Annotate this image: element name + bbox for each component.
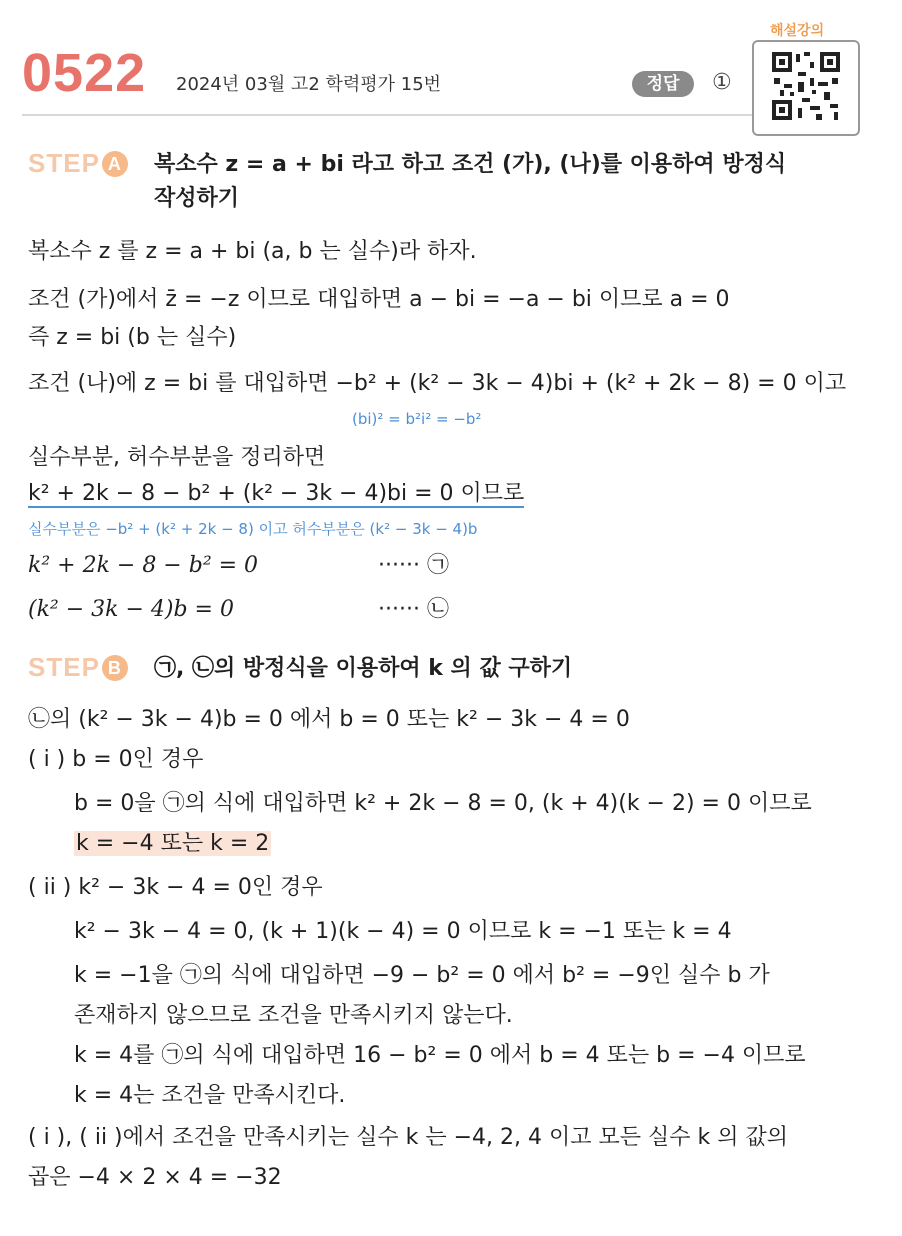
solution-line: 복소수 z 를 z = a + bi (a, b 는 실수)라 하자. (28, 239, 477, 264)
step-a-letter: A (102, 151, 128, 177)
solution-line: 존재하지 않으므로 조건을 만족시키지 않는다. (74, 1003, 513, 1028)
conclusion-line: 곱은 −4 × 2 × 4 = −32 (28, 1165, 282, 1190)
step-a-badge (28, 148, 128, 179)
problem-number: 0522 (22, 43, 147, 103)
qr-label: 해설강의 (770, 23, 825, 39)
solution-line: b = 0을 ㉠의 식에 대입하면 k² + 2k − 8 = 0, (k + 4)(k − 2) = 0 이므로 (74, 791, 812, 816)
case-2-heading: ( ii ) k² − 3k − 4 = 0인 경우 (28, 875, 323, 900)
problem-source: 2024년 03월 고2 학력평가 15번 (176, 74, 442, 95)
parts-note: 실수부분은 −b² + (k² + 2k − 8) 이고 허수부분은 (k² − 3k − 4)b (28, 520, 478, 538)
answer-value: ① (712, 70, 732, 95)
step-b-badge (28, 652, 128, 683)
underlined-equation: k² + 2k − 8 − b² + (k² − 3k − 4)bi = 0 이므로 (28, 481, 525, 506)
equation-1: k² + 2k − 8 − b² = 0 (28, 553, 259, 578)
solution-line: k = 4를 ㉠의 식에 대입하면 16 − b² = 0 에서 b = 4 또는 b = −4 이므로 (74, 1043, 806, 1068)
answer-badge: 정답 (632, 71, 694, 97)
qr-code-icon[interactable] (752, 40, 860, 136)
solution-line: 즉 z = bi (b 는 실수) (28, 325, 237, 350)
equation-2-tag: ······ ㉡ (378, 597, 449, 622)
highlighted-result: k = −4 또는 k = 2 (76, 831, 270, 856)
solution-line: 조건 (나)에 z = bi 를 대입하면 −b² + (k² − 3k − 4)bi + (k² + 2k − 8) = 0 이고 (28, 371, 847, 396)
bi-squared-note: (bi)² = b²i² = −b² (352, 410, 482, 428)
solution-line: k = 4는 조건을 만족시킨다. (74, 1083, 346, 1108)
step-a-badge-text: STEP (28, 148, 100, 178)
case-1-heading: ( i ) b = 0인 경우 (28, 747, 204, 772)
solution-line (28, 480, 524, 508)
solution-line: ㉡의 (k² − 3k − 4)b = 0 에서 b = 0 또는 k² − 3k − 4 = 0 (28, 707, 630, 732)
step-b-title: ㉠, ㉡의 방정식을 이용하여 k 의 값 구하기 (154, 656, 573, 681)
solution-line: k = −1을 ㉠의 식에 대입하면 −9 − b² = 0 에서 b² = −9인 실수 b 가 (74, 963, 770, 988)
solution-line: k² − 3k − 4 = 0, (k + 1)(k − 4) = 0 이므로 k = −1 또는 k = 4 (74, 919, 732, 944)
step-a-title-line1: 복소수 z = a + bi 라고 하고 조건 (가), (나)를 이용하여 방정식 (154, 152, 787, 177)
solution-line: 조건 (가)에서 z̄ = −z 이므로 대입하면 a − bi = −a − bi 이므로 a = 0 (28, 287, 730, 312)
equation-2: (k² − 3k − 4)b = 0 (28, 597, 234, 622)
step-a-title-line2: 작성하기 (154, 186, 240, 211)
step-b-letter: B (102, 655, 128, 681)
header-divider (22, 114, 756, 116)
conclusion-line: ( i ), ( ii )에서 조건을 만족시키는 실수 k 는 −4, 2, 4 이고 모든 실수 k 의 값의 (28, 1125, 788, 1150)
equation-1-tag: ······ ㉠ (378, 553, 449, 578)
solution-line: 실수부분, 허수부분을 정리하면 (28, 445, 326, 470)
case-1-result (74, 830, 271, 858)
step-b-badge-text: STEP (28, 652, 100, 682)
